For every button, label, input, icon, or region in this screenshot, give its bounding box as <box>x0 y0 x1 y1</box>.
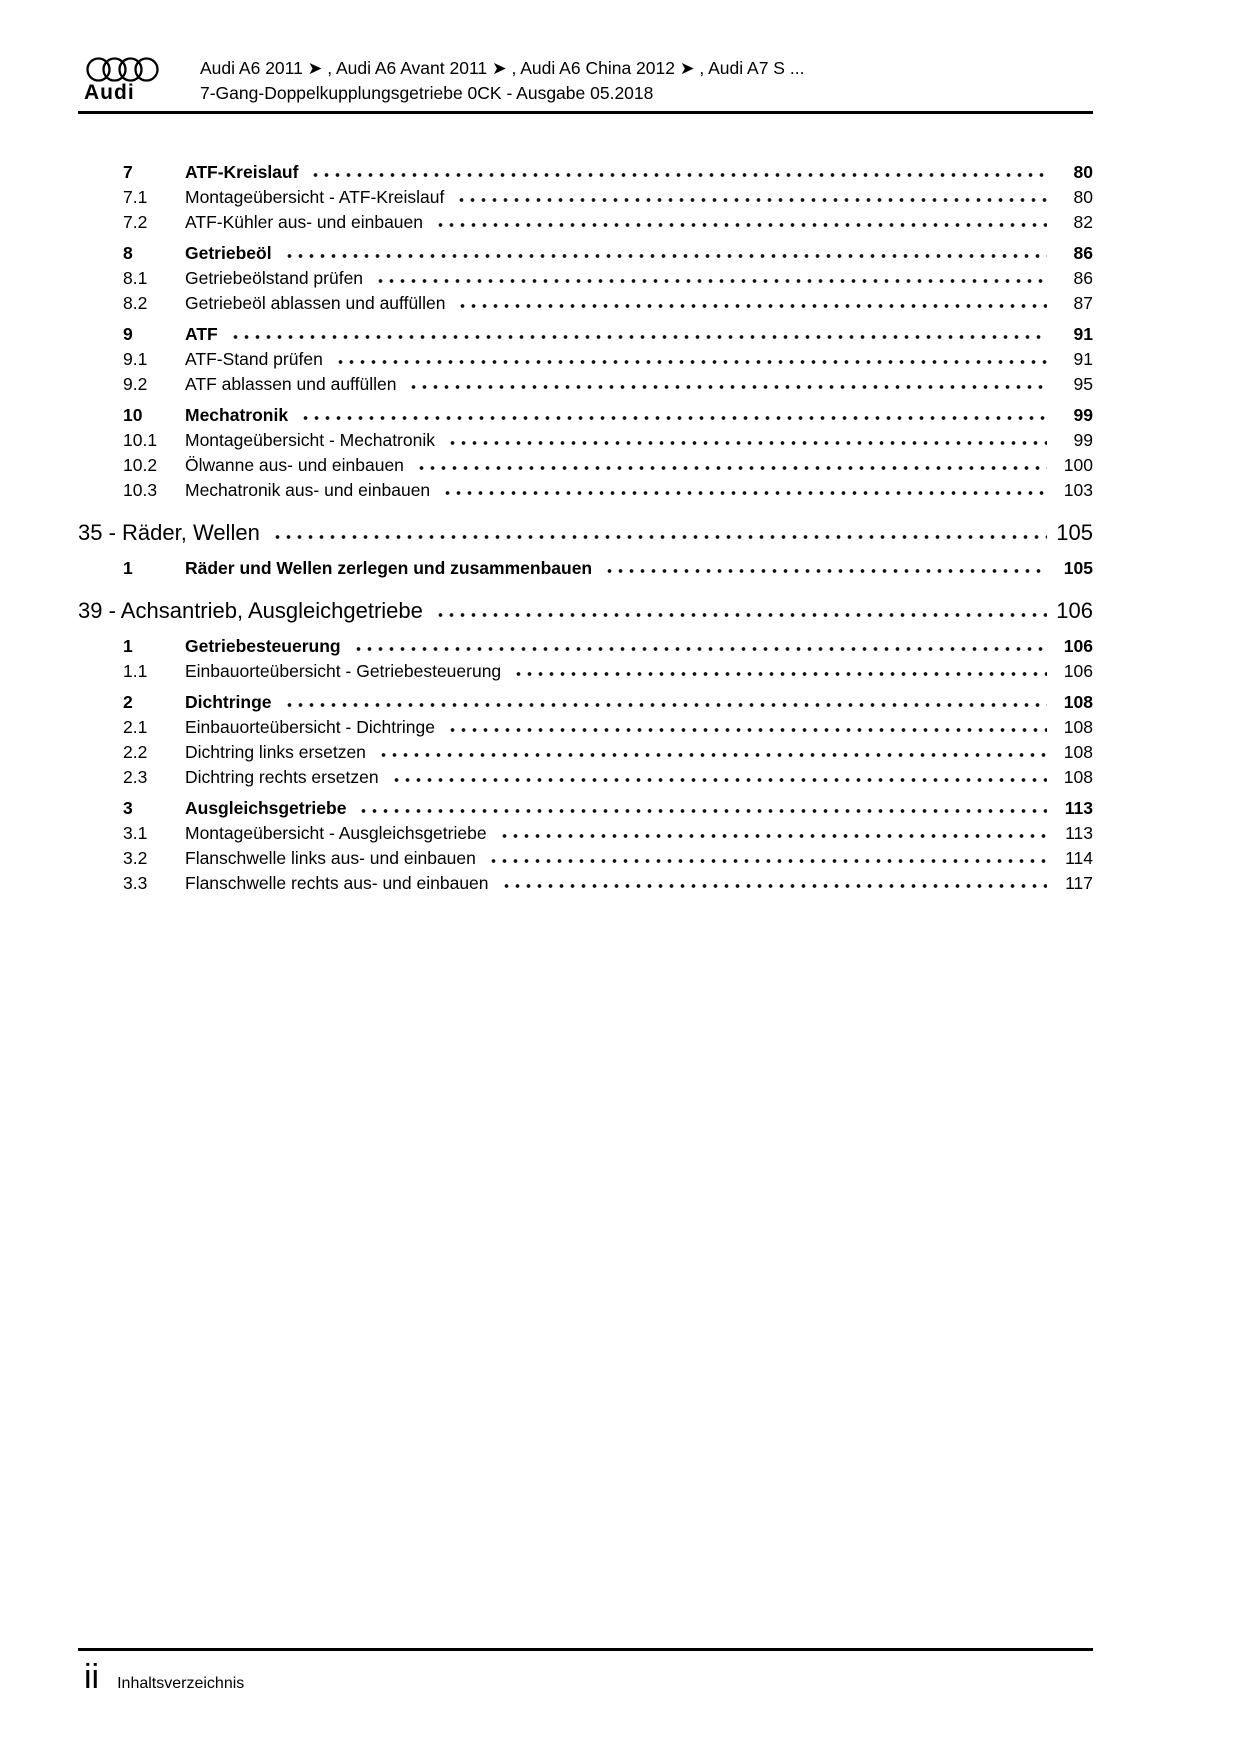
toc-chapter-row <box>78 520 1093 552</box>
toc-entry-page: 113 <box>1065 823 1093 843</box>
dot-leader <box>300 415 1047 421</box>
toc-entry-number: 1.1 <box>123 661 148 681</box>
toc-entry-number: 2.2 <box>123 742 148 762</box>
dot-leader <box>604 568 1047 574</box>
toc-entry-row <box>78 636 1093 661</box>
toc-entry-row <box>78 187 1093 212</box>
toc-entry-title: Getriebeölstand prüfen <box>185 268 364 288</box>
toc-entry-title: Getriebeöl <box>185 243 272 263</box>
toc-chapter-page: 106 <box>1056 598 1093 623</box>
toc-entry-row <box>78 717 1093 742</box>
dot-leader <box>447 440 1047 446</box>
dot-leader <box>358 808 1047 814</box>
toc-entry-number: 10 <box>123 405 143 425</box>
toc-entry-number: 3.1 <box>123 823 148 843</box>
header-document-line: 7-Gang-Doppelkupplungsgetriebe 0CK - Ausgabe 05.2018 <box>200 83 654 103</box>
toc-entry-title: Mechatronik <box>185 405 289 425</box>
dot-leader <box>447 727 1047 733</box>
toc-entry-row <box>78 268 1093 293</box>
dot-leader <box>284 253 1047 259</box>
audi-rings-icon <box>78 56 160 83</box>
dot-leader <box>378 752 1047 758</box>
toc-entry-number: 1 <box>123 558 133 578</box>
toc-entry-number: 7.1 <box>123 187 148 207</box>
toc-entry-row <box>78 243 1093 268</box>
toc-entry-page: 117 <box>1065 873 1093 893</box>
toc-entry-page: 99 <box>1073 430 1093 450</box>
dot-leader <box>501 883 1047 889</box>
dot-leader <box>375 278 1047 284</box>
dot-leader <box>335 359 1047 365</box>
toc-entry-page: 113 <box>1064 798 1093 818</box>
toc-entry-row <box>78 767 1093 792</box>
toc-entry-title: Ausgleichsgetriebe <box>185 798 347 818</box>
toc-entry-number: 9 <box>123 324 133 344</box>
toc-entry-title: Montageübersicht - Mechatronik <box>185 430 435 450</box>
toc-entry-title: Dichtringe <box>185 692 272 712</box>
toc-entry-page: 99 <box>1073 405 1093 425</box>
footer-section-title: Inhaltsverzeichnis <box>117 1675 245 1692</box>
dot-leader <box>513 671 1047 677</box>
dot-leader <box>488 858 1047 864</box>
toc-entry-number: 10.1 <box>123 430 158 450</box>
dot-leader <box>442 490 1047 496</box>
toc-entry-page: 91 <box>1073 324 1093 344</box>
toc-entry-row <box>78 405 1093 430</box>
toc-entry-number: 1 <box>123 636 133 656</box>
toc-entry-page: 82 <box>1073 212 1093 232</box>
toc-entry-page: 108 <box>1063 692 1093 712</box>
toc-entry-row <box>78 455 1093 480</box>
toc-entry-number: 9.1 <box>123 349 148 369</box>
toc-entry-row <box>78 558 1093 583</box>
toc-entry-row <box>78 212 1093 237</box>
dot-leader <box>230 334 1047 340</box>
toc-entry-title: Ölwanne aus- und einbauen <box>185 455 404 475</box>
toc-entry-title: Montageübersicht - Ausgleichsgetriebe <box>185 823 487 843</box>
toc-entry-page: 80 <box>1073 187 1093 207</box>
toc-entry-row <box>78 430 1093 455</box>
toc-entry-number: 8.2 <box>123 293 148 313</box>
toc-entry-number: 3.2 <box>123 848 148 868</box>
toc-entry-title: ATF-Kühler aus- und einbauen <box>185 212 424 232</box>
toc-entry-title: Flanschwelle rechts aus- und einbauen <box>185 873 489 893</box>
toc-entry-page: 95 <box>1073 374 1093 394</box>
dot-leader <box>435 222 1047 228</box>
toc-entry-page: 103 <box>1063 480 1093 500</box>
header-title-block <box>184 56 1093 106</box>
toc-entry-row <box>78 324 1093 349</box>
dot-leader <box>456 197 1047 203</box>
toc-entry-row <box>78 848 1093 873</box>
toc-entry-title: ATF-Stand prüfen <box>185 349 323 369</box>
dot-leader <box>272 534 1047 540</box>
audi-wordmark: Audi <box>84 81 135 104</box>
toc-entry-number: 8 <box>123 243 133 263</box>
toc-entry-title: Einbauorteübersicht - Dichtringe <box>185 717 435 737</box>
dot-leader <box>391 777 1047 783</box>
toc-entry-number: 7.2 <box>123 212 148 232</box>
toc-entry-number: 7 <box>123 162 133 182</box>
dot-leader <box>284 702 1047 708</box>
toc-entry-row <box>78 661 1093 686</box>
page-header <box>78 56 1093 114</box>
toc-entry-title: Mechatronik aus- und einbauen <box>185 480 431 500</box>
toc-chapter-row <box>78 598 1093 630</box>
toc-entry-title: ATF-Kreislauf <box>185 162 299 182</box>
toc-entry-row <box>78 742 1093 767</box>
footer-page-number: ii <box>84 1658 100 1696</box>
audi-logo <box>78 56 184 105</box>
toc-entry-number: 3.3 <box>123 873 148 893</box>
toc-entry-number: 9.2 <box>123 374 148 394</box>
toc-entry-title: Montageübersicht - ATF-Kreislauf <box>185 187 445 207</box>
toc-entry-row <box>78 162 1093 187</box>
toc-entry-number: 10.3 <box>123 480 158 500</box>
toc <box>78 156 1093 898</box>
toc-entry-number: 10.2 <box>123 455 158 475</box>
dot-leader <box>499 833 1047 839</box>
toc-entry-number: 3 <box>123 798 133 818</box>
toc-entry-page: 105 <box>1063 558 1093 578</box>
dot-leader <box>353 646 1047 652</box>
toc-entry-title: Dichtring rechts ersetzen <box>185 767 379 787</box>
toc-entry-row <box>78 374 1093 399</box>
dot-leader <box>416 465 1047 471</box>
toc-entry-title: ATF ablassen und auffüllen <box>185 374 397 394</box>
toc-entry-number: 2 <box>123 692 133 712</box>
toc-entry-row <box>78 798 1093 823</box>
toc-entry-page: 108 <box>1063 717 1093 737</box>
page-footer <box>84 1655 244 1699</box>
dot-leader <box>457 303 1047 309</box>
footer-rule <box>78 1648 1093 1651</box>
toc-entry-page: 86 <box>1073 243 1093 263</box>
toc-entry-page: 108 <box>1063 742 1093 762</box>
toc-entry-title: Flanschwelle links aus- und einbauen <box>185 848 476 868</box>
toc-entry-row <box>78 480 1093 505</box>
toc-entry-number: 2.3 <box>123 767 148 787</box>
header-models-line: Audi A6 2011 ➤ , Audi A6 Avant 2011 ➤ , Audi A6 China 2012 ➤ , Audi A7 S ... <box>200 58 805 78</box>
toc-entry-title: ATF <box>185 324 218 344</box>
toc-entry-page: 106 <box>1063 636 1093 656</box>
toc-entry-page: 86 <box>1073 268 1093 288</box>
toc-entry-row <box>78 692 1093 717</box>
toc-entry-row <box>78 823 1093 848</box>
toc-entry-number: 8.1 <box>123 268 148 288</box>
toc-entry-title: Getriebesteuerung <box>185 636 341 656</box>
toc-entry-page: 87 <box>1073 293 1093 313</box>
toc-entry-page: 91 <box>1073 349 1093 369</box>
toc-chapter-page: 105 <box>1056 520 1093 545</box>
dot-leader <box>310 172 1047 178</box>
toc-entry-page: 108 <box>1063 767 1093 787</box>
dot-leader <box>435 612 1047 618</box>
toc-entry-page: 114 <box>1065 848 1093 868</box>
toc-entry-page: 106 <box>1063 661 1093 681</box>
toc-entry-title: Räder und Wellen zerlegen und zusammenbauen <box>185 558 593 578</box>
toc-entry-title: Getriebeöl ablassen und auffüllen <box>185 293 446 313</box>
toc-chapter-label: 39 - Achsantrieb, Ausgleichgetriebe <box>78 598 423 623</box>
toc-entry-row <box>78 349 1093 374</box>
toc-chapter-label: 35 - Räder, Wellen <box>78 520 260 545</box>
toc-entry-row <box>78 873 1093 898</box>
dot-leader <box>408 384 1047 390</box>
toc-entry-title: Dichtring links ersetzen <box>185 742 366 762</box>
toc-entry-title: Einbauorteübersicht - Getriebesteuerung <box>185 661 502 681</box>
toc-entry-row <box>78 293 1093 318</box>
toc-entry-page: 80 <box>1073 162 1093 182</box>
toc-entry-page: 100 <box>1063 455 1093 475</box>
toc-entry-number: 2.1 <box>123 717 148 737</box>
